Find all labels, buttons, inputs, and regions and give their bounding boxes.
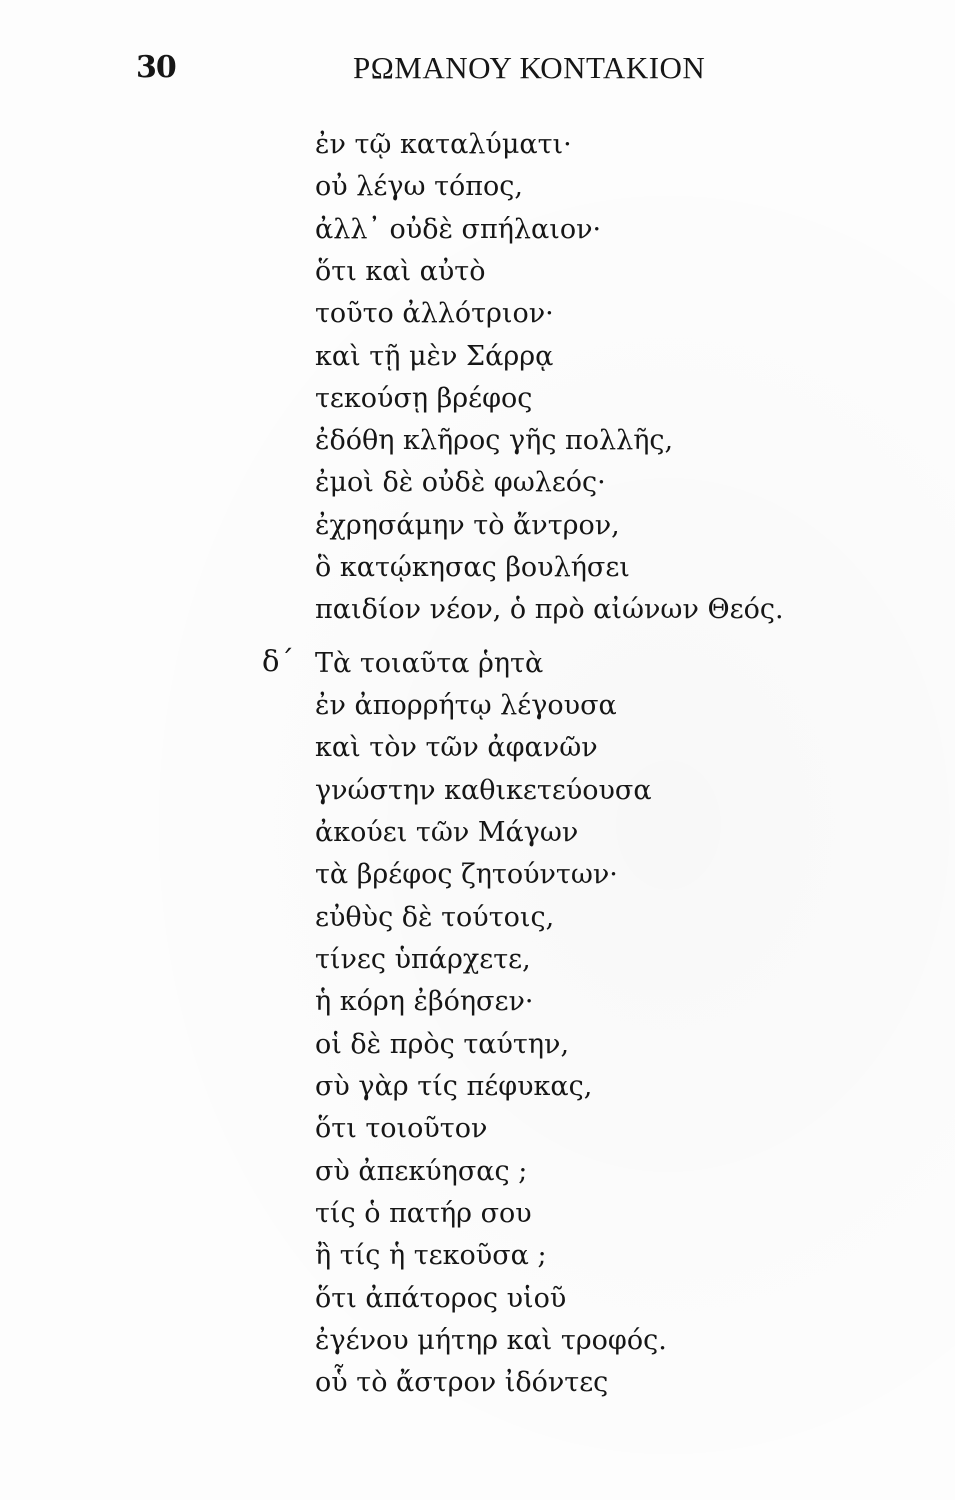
verse-line: ἢ τίς ἡ τεκοῦσα ;	[315, 1240, 547, 1271]
verse-line: ὅτι ἀπάτορος υἱοῦ	[315, 1283, 567, 1314]
verse-line: τὰ βρέφος ζητούντων·	[315, 859, 618, 890]
verse-line: ἐγένου μήτηρ καὶ τροφός.	[315, 1325, 667, 1356]
verse-line: ἐδόθη κλῆρος γῆς πολλῆς,	[315, 425, 674, 456]
verse-line: γνώστην καθικετεύουσα	[315, 775, 652, 806]
verse-line: ἡ κόρη ἐβόησεν·	[315, 986, 534, 1017]
verse-line: ἐν τῷ καταλύματι·	[315, 129, 572, 160]
verse-line: ἐν ἀπορρήτῳ λέγουσα	[315, 690, 617, 721]
verse-line: τεκούσῃ βρέφος	[315, 383, 533, 414]
verse-line: εὐθὺς δὲ τούτοις,	[315, 902, 555, 933]
verse-line: καὶ τῇ μὲν Σάρρᾳ	[315, 341, 554, 372]
verse-line: σὺ γὰρ τίς πέφυκας,	[315, 1071, 593, 1102]
stanza-marker: δ΄	[262, 644, 294, 678]
verse-line: ἀλλ᾽ οὐδὲ σπήλαιον·	[315, 214, 602, 245]
verse-line: ἀκούει τῶν Μάγων	[315, 817, 579, 848]
verse-line: ἐχρησάμην τὸ ἄντρον,	[315, 510, 620, 541]
verse-line: καὶ τὸν τῶν ἀφανῶν	[315, 732, 598, 763]
verse-line: ὅτι καὶ αὐτὸ	[315, 256, 486, 287]
running-head: ΡΩΜΑΝΟΥ ΚΟΝΤΑΚΙΟΝ	[353, 50, 706, 85]
verse-line: ὅτι τοιοῦτον	[315, 1113, 488, 1144]
verse-line: ὃ κατῴκησας βουλήσει	[315, 552, 630, 583]
page-number: 30	[136, 50, 176, 85]
verse-line: παιδίον νέον, ὁ πρὸ αἰώνων Θεός.	[315, 594, 784, 625]
verse-line: τοῦτο ἀλλότριον·	[315, 298, 554, 329]
verse-line: Τὰ τοιαῦτα ῥητὰ	[315, 648, 544, 679]
verse-line: οἱ δὲ πρὸς ταύτην,	[315, 1029, 570, 1060]
verse-line: ἐμοὶ δὲ οὐδὲ φωλεός·	[315, 467, 606, 498]
verse-line: τίνες ὑπάρχετε,	[315, 944, 531, 975]
verse-line: τίς ὁ πατήρ σου	[315, 1198, 532, 1229]
verse-line: οὐ λέγω τόπος,	[315, 171, 523, 202]
verse-line: σὺ ἀπεκύησας ;	[315, 1156, 528, 1187]
verse-line: οὗ τὸ ἄστρον ἰδόντες	[315, 1367, 609, 1398]
